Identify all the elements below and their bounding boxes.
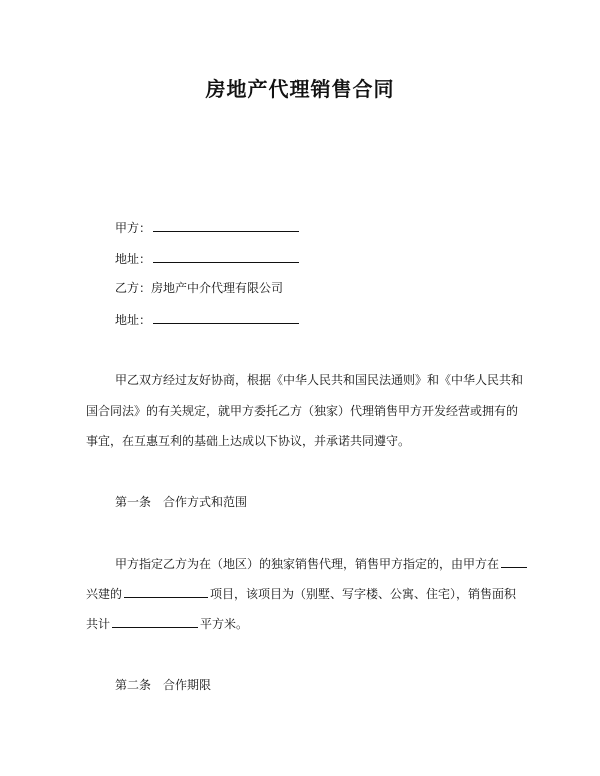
- article-1-line-2-suffix: 项目，该项目为（别墅、写字楼、公寓、住宅），销售面积: [210, 587, 517, 601]
- developer-blank: [501, 554, 527, 568]
- project-name-blank: [124, 584, 208, 598]
- article-1-line-3-prefix: 共计: [86, 617, 111, 631]
- document-title: 房地产代理销售合同: [205, 77, 395, 101]
- article-1-line-2-prefix: 兴建的: [86, 587, 123, 601]
- article-1-line-1-text: 甲方指定乙方为在（地区）的独家销售代理，销售甲方指定的，由甲方在: [115, 557, 500, 571]
- area-blank: [112, 614, 198, 628]
- address-a-label: 地址：: [115, 252, 152, 266]
- address-a-blank: [153, 249, 299, 263]
- article-2-heading: 第二条 合作期限: [115, 678, 212, 692]
- address-b-label: 地址：: [115, 313, 152, 327]
- party-a-blank: [153, 218, 299, 232]
- preamble-line-3: 事宜，在互惠互利的基础上达成以下协议，并承诺共同遵守。: [86, 434, 411, 448]
- party-a-label: 甲方：: [115, 221, 152, 235]
- address-a-line: [115, 249, 301, 268]
- article-1-line-3: [86, 614, 248, 633]
- preamble-line-1: 甲乙双方经过友好协商，根据《中华人民共和国民法通则》和《中华人民共和: [115, 373, 524, 387]
- article-1-line-2: [86, 584, 516, 603]
- article-1-line-1: [115, 554, 529, 573]
- party-b-label: 乙方：: [115, 281, 152, 295]
- article-1-heading: 第一条 合作方式和范围: [115, 495, 248, 509]
- address-b-line: [115, 310, 301, 329]
- party-a-line: [115, 218, 301, 237]
- article-1-line-3-suffix: 平方米。: [200, 617, 249, 631]
- party-b-name: 房地产中介代理有限公司: [151, 281, 284, 295]
- address-b-blank: [153, 310, 299, 324]
- preamble-line-2: 国合同法》的有关规定，就甲方委托乙方（独家）代理销售甲方开发经营或拥有的: [86, 404, 519, 418]
- party-b-line: [115, 279, 283, 297]
